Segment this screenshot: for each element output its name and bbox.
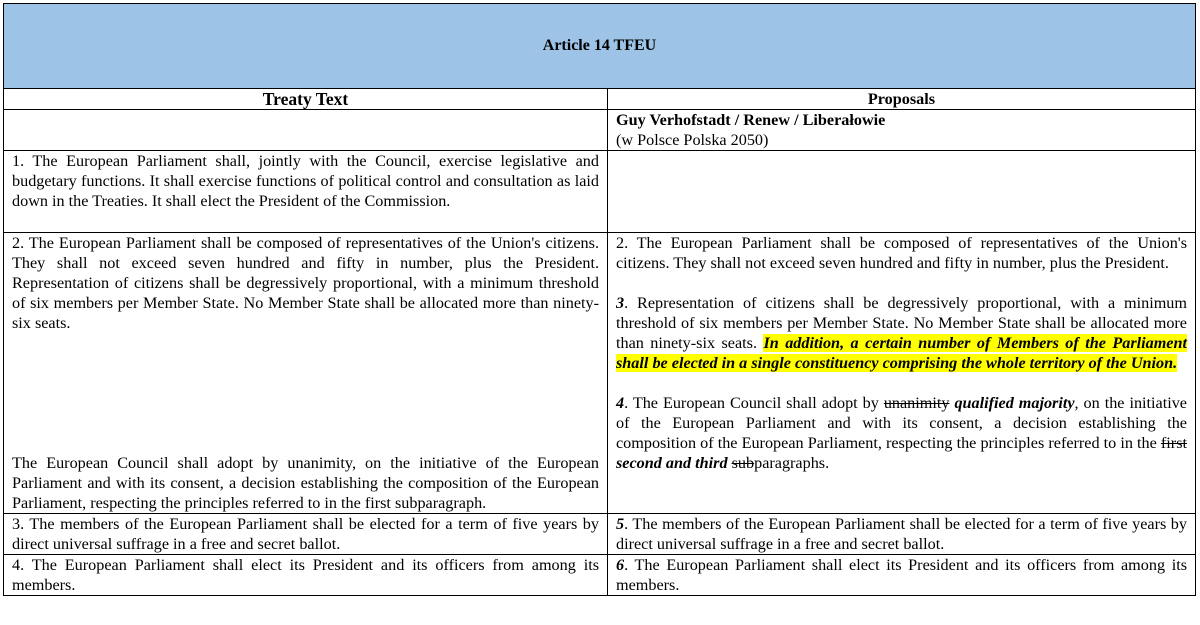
proposer-cell: [608, 110, 1196, 151]
comparison-table: [3, 3, 1196, 596]
proposer-row: [4, 110, 1196, 151]
row2-right-para-3: [616, 293, 1187, 373]
row2-left: [4, 233, 608, 514]
para-text: . The European Council shall adopt by: [624, 394, 884, 412]
inserted-text: second and third: [616, 454, 728, 472]
row2-right-para-2: 2. The European Parliament shall be composed of representatives of the Union's citizens. They shall not exceed seven hundred and fifty in number, plus the President.: [616, 234, 1187, 272]
spacer: [616, 273, 1187, 293]
inserted-text: qualified majority: [954, 394, 1075, 412]
row3-right: [608, 514, 1196, 555]
para-text: . Representation of citizens shall be degressively proportional, with a minimum threshold of six members per Member State. No Member State shall be allocated more than ninety-six seats.: [616, 294, 1187, 352]
para-text: paragraphs.: [754, 454, 830, 472]
title-row: [4, 4, 1196, 89]
spacer: [12, 333, 599, 453]
row2-right-para-4: [616, 393, 1187, 473]
proposer-note: (w Polsce Polska 2050): [616, 131, 769, 149]
para-text: , on the initiative of the European Parliament and with its consent, a decision establishing the composition of the European Parliament, respecting the principles referred to in the: [616, 394, 1187, 452]
table-row: [4, 151, 1196, 233]
header-proposals: Proposals: [608, 89, 1196, 110]
row3-left: 3. The members of the European Parliament shall be elected for a term of five years by direct universal suffrage in a free and secret ballot.: [4, 514, 608, 555]
para-number: 6: [616, 556, 625, 574]
table-row: [4, 233, 1196, 514]
para-number: 3: [616, 294, 625, 312]
row4-right: [608, 555, 1196, 596]
highlighted-amendment: In addition, a certain number of Members of the Parliament shall be elected in a single constituency comprising the whole territory of the Union.: [616, 334, 1187, 372]
deleted-text: sub: [731, 454, 755, 472]
row1-right-empty: [608, 151, 1196, 233]
proposer-left-empty: [4, 110, 608, 151]
para-number: 4: [616, 394, 625, 412]
row2-left-para-a: 2. The European Parliament shall be composed of representatives of the Union's citizens. They shall not exceed seven hundred and fifty in number, plus the President. Representation of citizens shall be degressively proportional, with a minimum threshold of six members per Member State. No Member State shall be allocated more than ninety-six seats.: [12, 234, 599, 332]
row2-left-para-b: The European Council shall adopt by unanimity, on the initiative of the European Parliament and with its consent, a decision establishing the composition of the European Parliament, respecting the principles referred to in the first subparagraph.: [12, 454, 599, 512]
table-row: [4, 555, 1196, 596]
para-text: . The European Parliament shall elect its President and its officers from among its members.: [616, 556, 1187, 594]
proposer-name: Guy Verhofstadt / Renew / Liberałowie: [616, 111, 886, 129]
header-row: [4, 89, 1196, 110]
spacer: [616, 373, 1187, 393]
para-number: 5: [616, 515, 625, 533]
document-page: [3, 3, 1195, 619]
header-treaty-text: Treaty Text: [4, 89, 608, 110]
row2-right: [608, 233, 1196, 514]
row4-left: 4. The European Parliament shall elect its President and its officers from among its members.: [4, 555, 608, 596]
row1-left: 1. The European Parliament shall, jointly with the Council, exercise legislative and budgetary functions. It shall exercise functions of political control and consultation as laid down in the Treaties. It shall elect the President of the Commission.: [4, 151, 608, 233]
para-text: . The members of the European Parliament shall be elected for a term of five years by direct universal suffrage in a free and secret ballot.: [616, 515, 1187, 553]
table-title: Article 14 TFEU: [4, 4, 1196, 89]
deleted-text: first: [1160, 434, 1187, 452]
table-row: [4, 514, 1196, 555]
deleted-text: unanimity: [883, 394, 950, 412]
